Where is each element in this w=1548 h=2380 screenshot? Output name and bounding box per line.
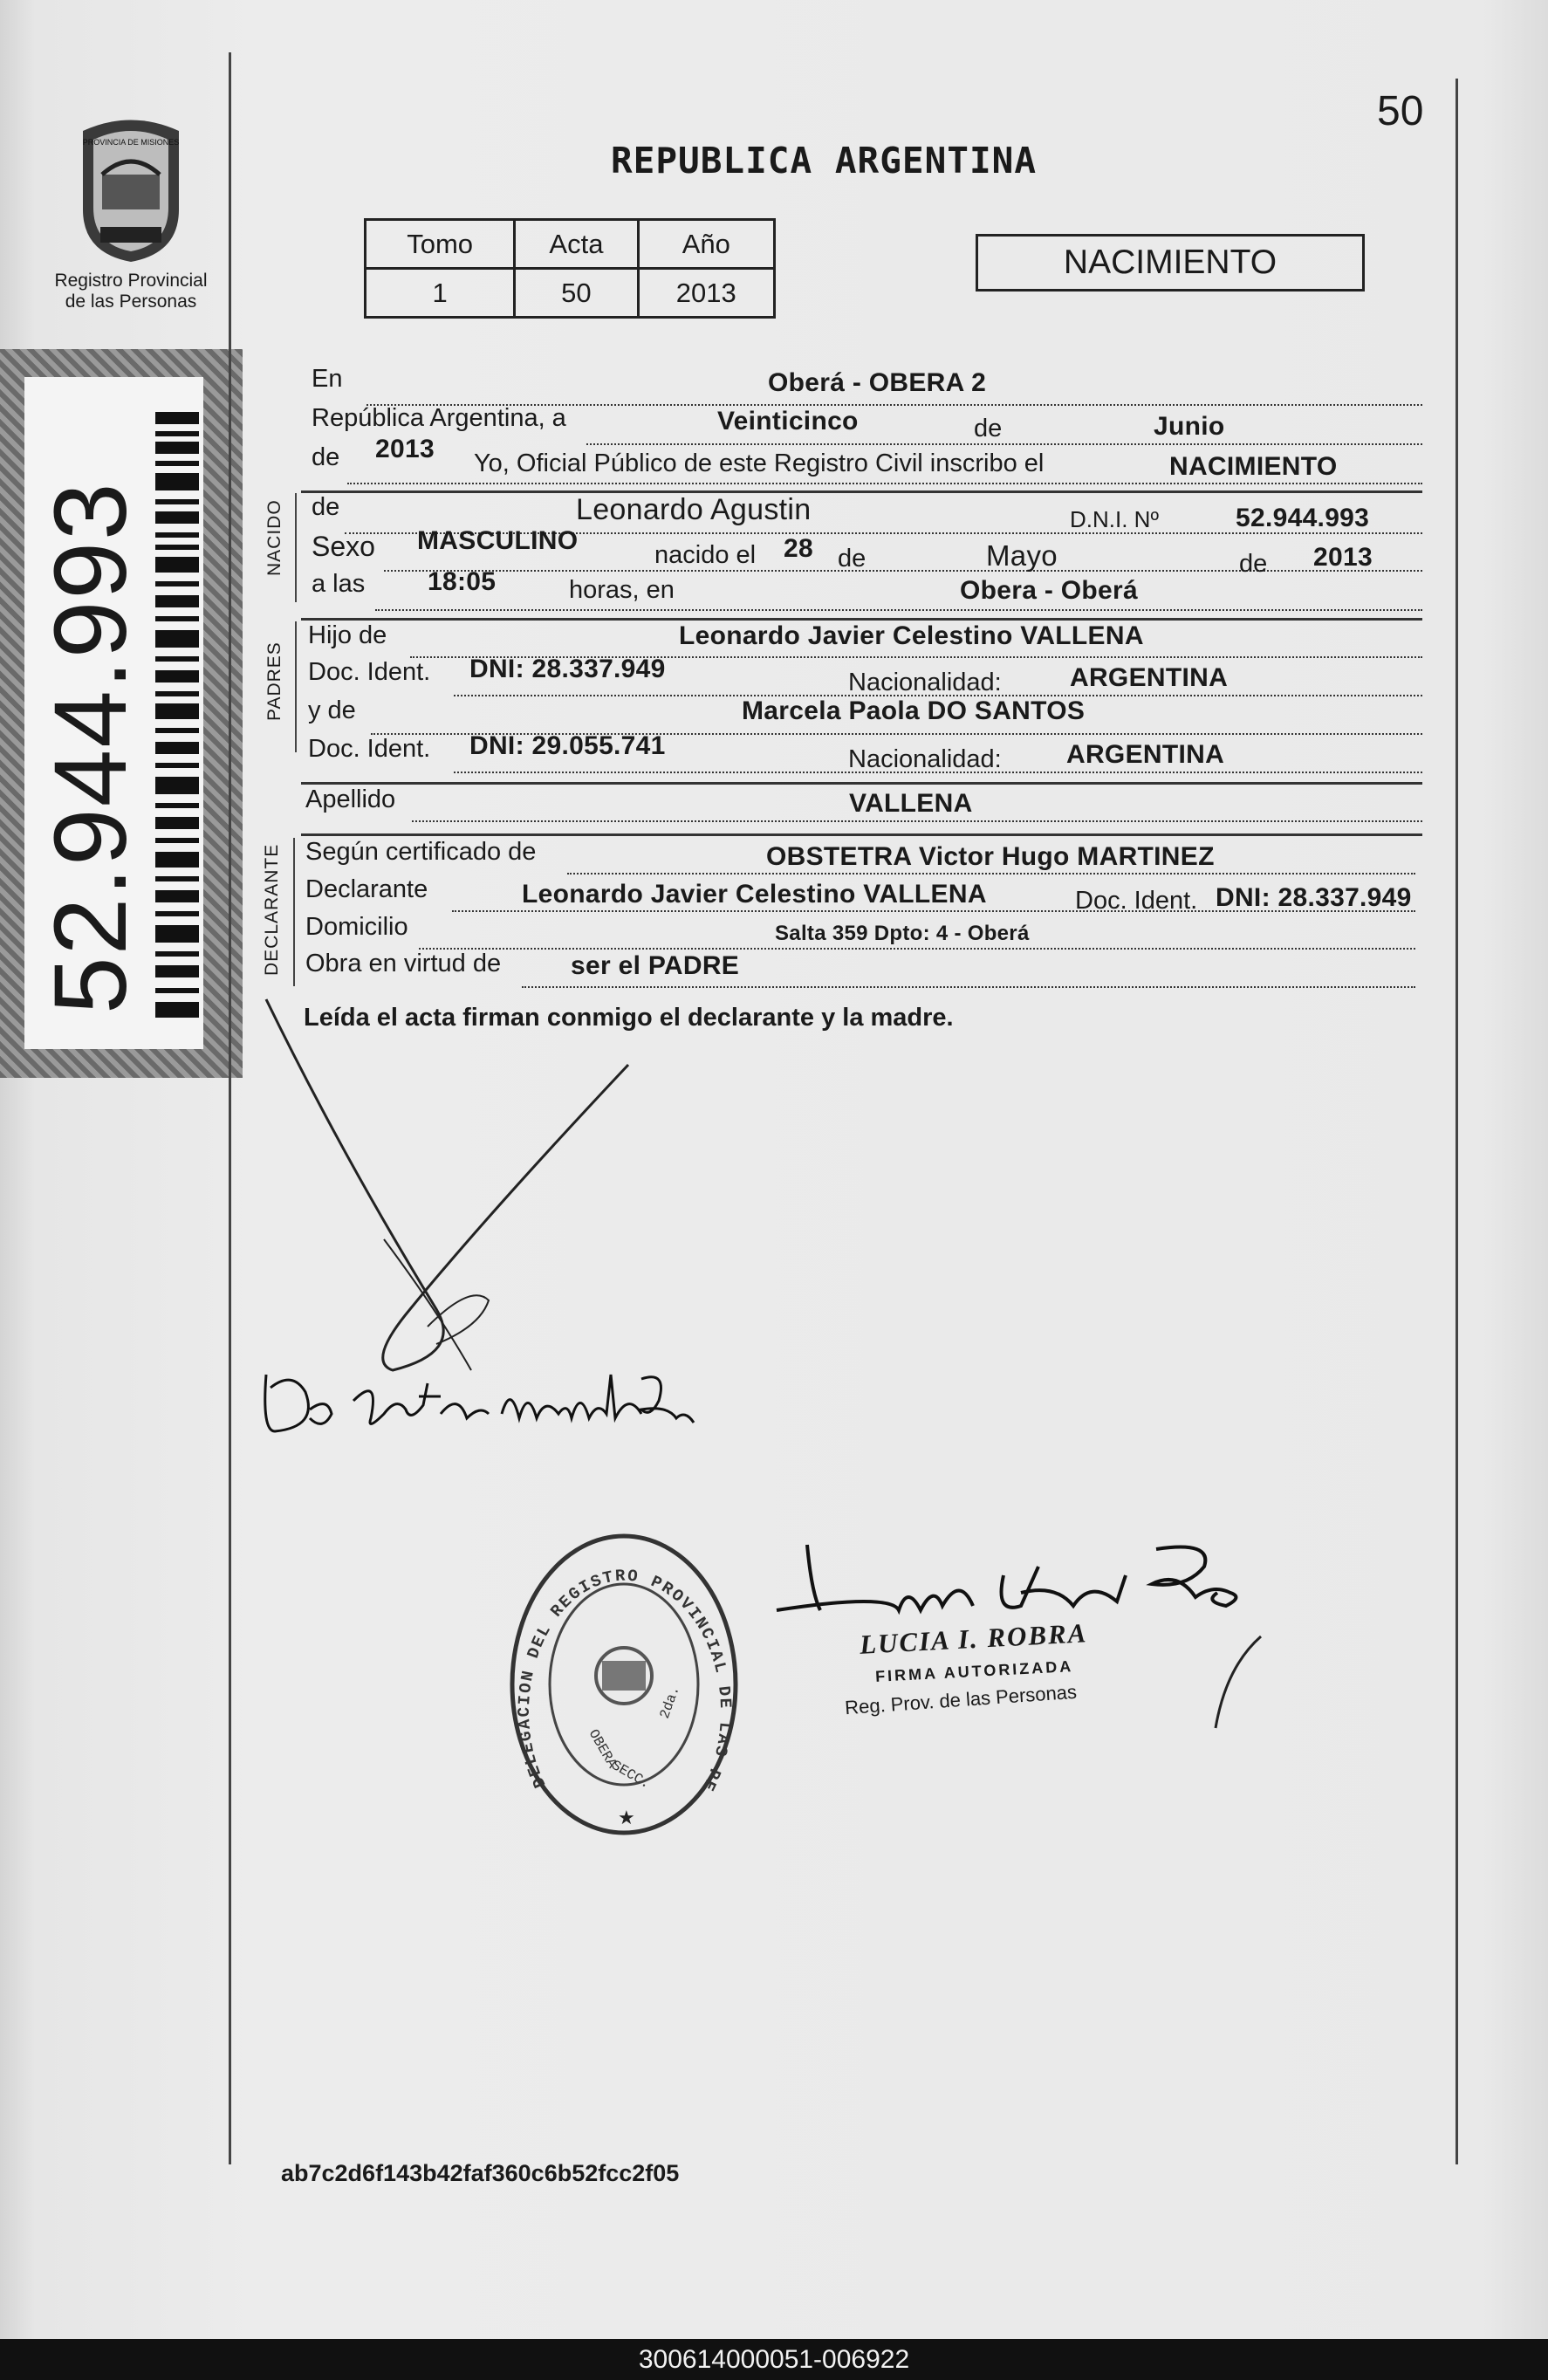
label-officer: Yo, Oficial Público de este Registro Civil inscribo el xyxy=(474,449,1045,477)
barcode-icon xyxy=(155,412,199,1023)
label-certificado: Según certificado de xyxy=(305,838,537,866)
day-value: Veinticinco xyxy=(717,407,859,436)
label-de-2: de xyxy=(838,545,866,573)
event-value: NACIMIENTO xyxy=(1169,452,1338,481)
document-hash: ab7c2d6f143b42faf360c6b52fcc2f05 xyxy=(281,2160,680,2186)
svg-text:★: ★ xyxy=(618,1807,635,1828)
label-declarante: Declarante xyxy=(305,875,428,903)
apellido-value: VALLENA xyxy=(849,789,973,818)
svg-text:2da.: 2da. xyxy=(656,1684,683,1721)
divider-4 xyxy=(301,833,1422,836)
obra-value: ser el PADRE xyxy=(571,951,740,980)
label-de-1: de xyxy=(974,415,1003,442)
document-title: REPUBLICA ARGENTINA xyxy=(611,140,1037,182)
svg-text:PROVINCIA DE MISIONES: PROVINCIA DE MISIONES xyxy=(82,138,180,147)
divider-2 xyxy=(301,618,1422,621)
official-role: FIRMA AUTORIZADA xyxy=(874,1657,1074,1685)
divider-3 xyxy=(301,782,1422,785)
svg-text:SECC.: SECC. xyxy=(608,1757,654,1793)
nacido-side-label: NACIDO xyxy=(264,499,284,576)
official-mark-icon xyxy=(1209,1632,1270,1732)
domicilio-value: Salta 359 Dpto: 4 - Oberá xyxy=(775,922,1030,945)
acta-header: Acta xyxy=(515,220,638,269)
label-doc-2: Doc. Ident. xyxy=(308,735,431,763)
place-value: Oberá - OBERA 2 xyxy=(768,368,987,397)
sexo-value: MASCULINO xyxy=(417,526,579,555)
official-signature-icon xyxy=(759,1532,1248,1636)
label-en: En xyxy=(312,365,343,393)
left-margin-line xyxy=(229,52,231,2164)
father-nationality-value: ARGENTINA xyxy=(1070,663,1229,692)
official-office: Reg. Prov. de las Personas xyxy=(844,1680,1078,1719)
label-republic: República Argentina, a xyxy=(312,404,566,432)
label-dni: D.N.I. Nº xyxy=(1070,506,1159,532)
label-obra: Obra en virtud de xyxy=(305,950,502,977)
page-number: 50 xyxy=(1377,88,1424,134)
certificate-value: OBSTETRA Victor Hugo MARTINEZ xyxy=(766,842,1215,871)
closing-text: Leída el acta firman conmigo el declarante y la madre. xyxy=(304,1004,954,1032)
tomo-header: Tomo xyxy=(366,220,515,269)
child-dni-value: 52.944.993 xyxy=(1236,504,1370,532)
birth-place-value: Obera - Oberá xyxy=(960,576,1138,605)
provincial-seal-icon xyxy=(48,113,214,266)
birth-year-value: 2013 xyxy=(1313,543,1373,572)
registry-logo xyxy=(48,113,214,314)
stamp-icon xyxy=(502,1523,746,1846)
birth-day-value: 28 xyxy=(784,534,813,563)
child-name-value: Leonardo Agustin xyxy=(576,493,812,526)
declarante-doc-value: DNI: 28.337.949 xyxy=(1216,883,1412,912)
birth-month-value: Mayo xyxy=(986,539,1058,572)
label-nacionalidad-2: Nacionalidad: xyxy=(848,745,1002,773)
record-reference-table xyxy=(364,218,776,319)
label-doc-3: Doc. Ident. xyxy=(1075,887,1198,915)
svg-text:DELEGACION DEL REGISTRO PROVIN: DELEGACION DEL REGISTRO PROVINCIAL DE LAS PE xyxy=(514,1566,736,1795)
month-value: Junio xyxy=(1154,412,1225,441)
father-name-value: Leonardo Javier Celestino VALLENA xyxy=(679,621,1144,650)
declarante-name-value: Leonardo Javier Celestino VALLENA xyxy=(522,880,987,909)
dni-barcode-sticker xyxy=(0,349,243,1078)
tomo-value: 1 xyxy=(366,269,515,318)
dni-sticker-number: 52.944.993 xyxy=(33,481,148,1014)
label-apellido: Apellido xyxy=(305,785,396,813)
label-hijo-de: Hijo de xyxy=(308,621,387,649)
svg-text:OBERA: OBERA xyxy=(585,1726,620,1772)
label-nacido-de: de xyxy=(312,493,340,521)
label-nacido-el: nacido el xyxy=(654,541,757,569)
padres-side-label: PADRES xyxy=(264,641,284,721)
label-horas: horas, en xyxy=(569,576,675,604)
label-domicilio: Domicilio xyxy=(305,913,408,941)
father-doc-value: DNI: 28.337.949 xyxy=(469,655,666,683)
registry-caption-2: de las Personas xyxy=(65,291,197,312)
label-nacionalidad-1: Nacionalidad: xyxy=(848,669,1002,696)
ano-value: 2013 xyxy=(638,269,774,318)
declarant-signature-icon xyxy=(262,995,663,1405)
acta-value: 50 xyxy=(515,269,638,318)
mother-name-value: Marcela Paola DO SANTOS xyxy=(742,696,1086,725)
mother-signature-icon xyxy=(257,1357,702,1449)
mother-doc-value: DNI: 29.055.741 xyxy=(469,731,666,760)
year-value: 2013 xyxy=(375,435,435,463)
label-y-de: y de xyxy=(308,696,356,724)
divider-1 xyxy=(301,490,1422,493)
official-name: LUCIA I. ROBRA xyxy=(859,1617,1089,1660)
record-type-box: NACIMIENTO xyxy=(976,234,1365,291)
mother-nationality-value: ARGENTINA xyxy=(1066,740,1225,769)
ano-header: Año xyxy=(638,220,774,269)
declarante-side-label: DECLARANTE xyxy=(262,843,282,976)
label-de-year: de xyxy=(312,443,340,471)
label-a-las: a las xyxy=(312,570,366,598)
footer-code: 300614000051-006922 xyxy=(0,2339,1548,2380)
official-stamp xyxy=(502,1523,746,1846)
label-de-3: de xyxy=(1239,550,1268,578)
right-margin-line xyxy=(1456,79,1458,2164)
label-doc-1: Doc. Ident. xyxy=(308,658,431,686)
label-sexo: Sexo xyxy=(312,531,375,562)
birth-time-value: 18:05 xyxy=(428,567,497,596)
registry-caption-1: Registro Provincial xyxy=(54,271,208,291)
